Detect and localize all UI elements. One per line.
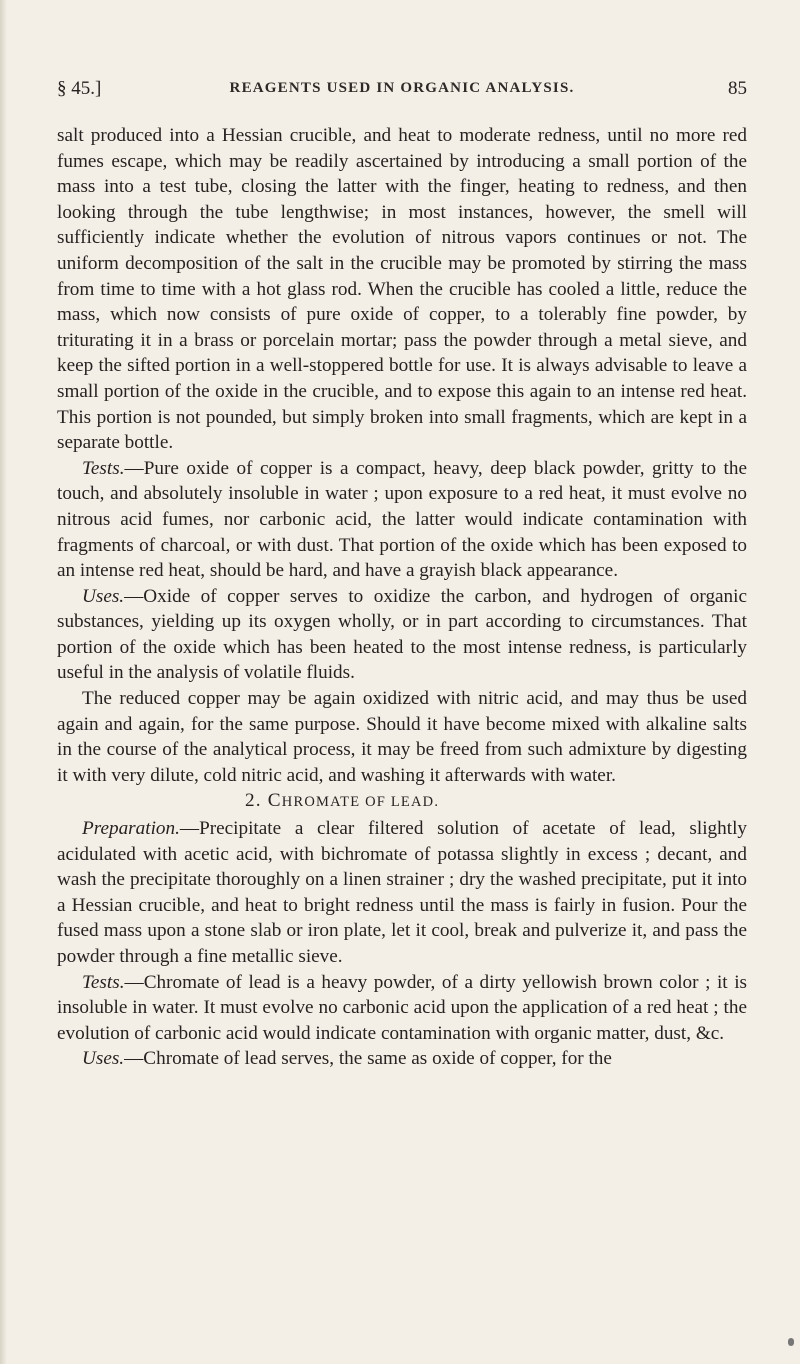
paragraph-tests-chromate <box>57 970 747 1047</box>
tests-chromate-text: —Chromate of lead is a heavy powder, of a dirty yellowish brown color ; it is insoluble in water. It must evolve no carbonic acid upon the application of a red heat ; the evolution of carbonic acid would indicate contamination with organic matter, dust, &c. <box>57 971 747 1044</box>
running-header <box>57 78 747 108</box>
running-title: REAGENTS USED IN ORGANIC ANALYSIS. <box>229 80 575 96</box>
uses-copper-text: —Oxide of copper serves to oxidize the carbon, and hydrogen of organic substances, yielding up its oxygen wholly, or in part according to circumstances. That portion of the oxide which has been heated to the most intense redness, is particularly useful in the analysis of volatile fluids. <box>57 585 747 684</box>
heading-number: 2. <box>245 790 262 812</box>
page-body <box>57 123 747 1072</box>
label-tests-chromate: Tests. <box>82 971 125 993</box>
heading-initial: C <box>267 790 282 812</box>
section-reference: § 45.] <box>57 78 102 99</box>
paragraph-uses-chromate <box>57 1046 747 1072</box>
section-heading-chromate <box>57 788 747 816</box>
paragraph-tests-copper <box>57 456 747 584</box>
paragraph-reduced-copper: The reduced copper may be again oxidized with nitric acid, and may thus be used again and again, for the same purpose. Should it have become mixed with alkaline salts in the course of the analytical process, it may be freed from such admixture by digesting it with very dilute, cold nitric acid, and washing it afterwards with water. <box>57 688 747 786</box>
paragraph-continued: salt produced into a Hessian crucible, and heat to moderate redness, until no more red fumes escape, which may be readily ascertained by introducing a small portion of the mass into a test tube, closing the latter with the finger, heating to redness, and then looking through the tube lengthwise; in most instances, however, the smell will sufficiently indicate whether the evolution of nitrous vapors continues or not. The uniform decomposition of the salt in the crucible may be promoted by stirring the mass from time to time with a hot glass rod. When the crucible has cooled a little, reduce the mass, which now consists of pure oxide of copper, to a tolerably fine powder, by triturating it in a brass or porcelain mortar; pass the powder through a metal sieve, and keep the sifted portion in a well-stoppered bottle for use. It is always advisable to leave a small portion of the oxide in the crucible, and to expose this again to an intense red heat. This portion is not pounded, but simply broken into small fragments, which are kept in a separate bottle. <box>57 125 747 454</box>
paragraph-preparation <box>57 816 747 970</box>
heading-rest: HROMATE OF LEAD. <box>281 794 440 811</box>
page-edge-shadow <box>0 0 7 1364</box>
label-preparation: Preparation. <box>82 818 180 840</box>
paragraph-uses-copper <box>57 584 747 686</box>
label-uses-chromate: Uses. <box>82 1048 125 1070</box>
label-uses: Uses. <box>82 585 125 607</box>
page-number: 85 <box>728 78 747 99</box>
label-tests: Tests. <box>82 457 125 479</box>
tests-copper-text: —Pure oxide of copper is a compact, heavy, deep black powder, gritty to the touch, and absolutely insoluble in water ; upon exposure to a red heat, it must evolve no nitrous acid fumes, nor carbonic acid, the latter would indicate contamination with fragments of charcoal, or with dust. That portion of the oxide which has been exposed to an intense red heat, should be hard, and have a grayish black appearance. <box>57 457 747 582</box>
margin-mark <box>788 1338 794 1346</box>
preparation-text: —Precipitate a clear filtered solution of acetate of lead, slightly acidulated with acetic acid, with bichromate of potassa slightly in excess ; decant, and wash the precipitate thoroughly on a linen strainer ; dry the washed precipitate, put it into a Hessian crucible, and heat to bright redness until the mass is fairly in fusion. Pour the fused mass upon a stone slab or iron plate, let it cool, break and pulverize it, and pass the powder through a fine metallic sieve. <box>57 818 747 967</box>
uses-chromate-text: —Chromate of lead serves, the same as oxide of copper, for the <box>124 1048 612 1070</box>
